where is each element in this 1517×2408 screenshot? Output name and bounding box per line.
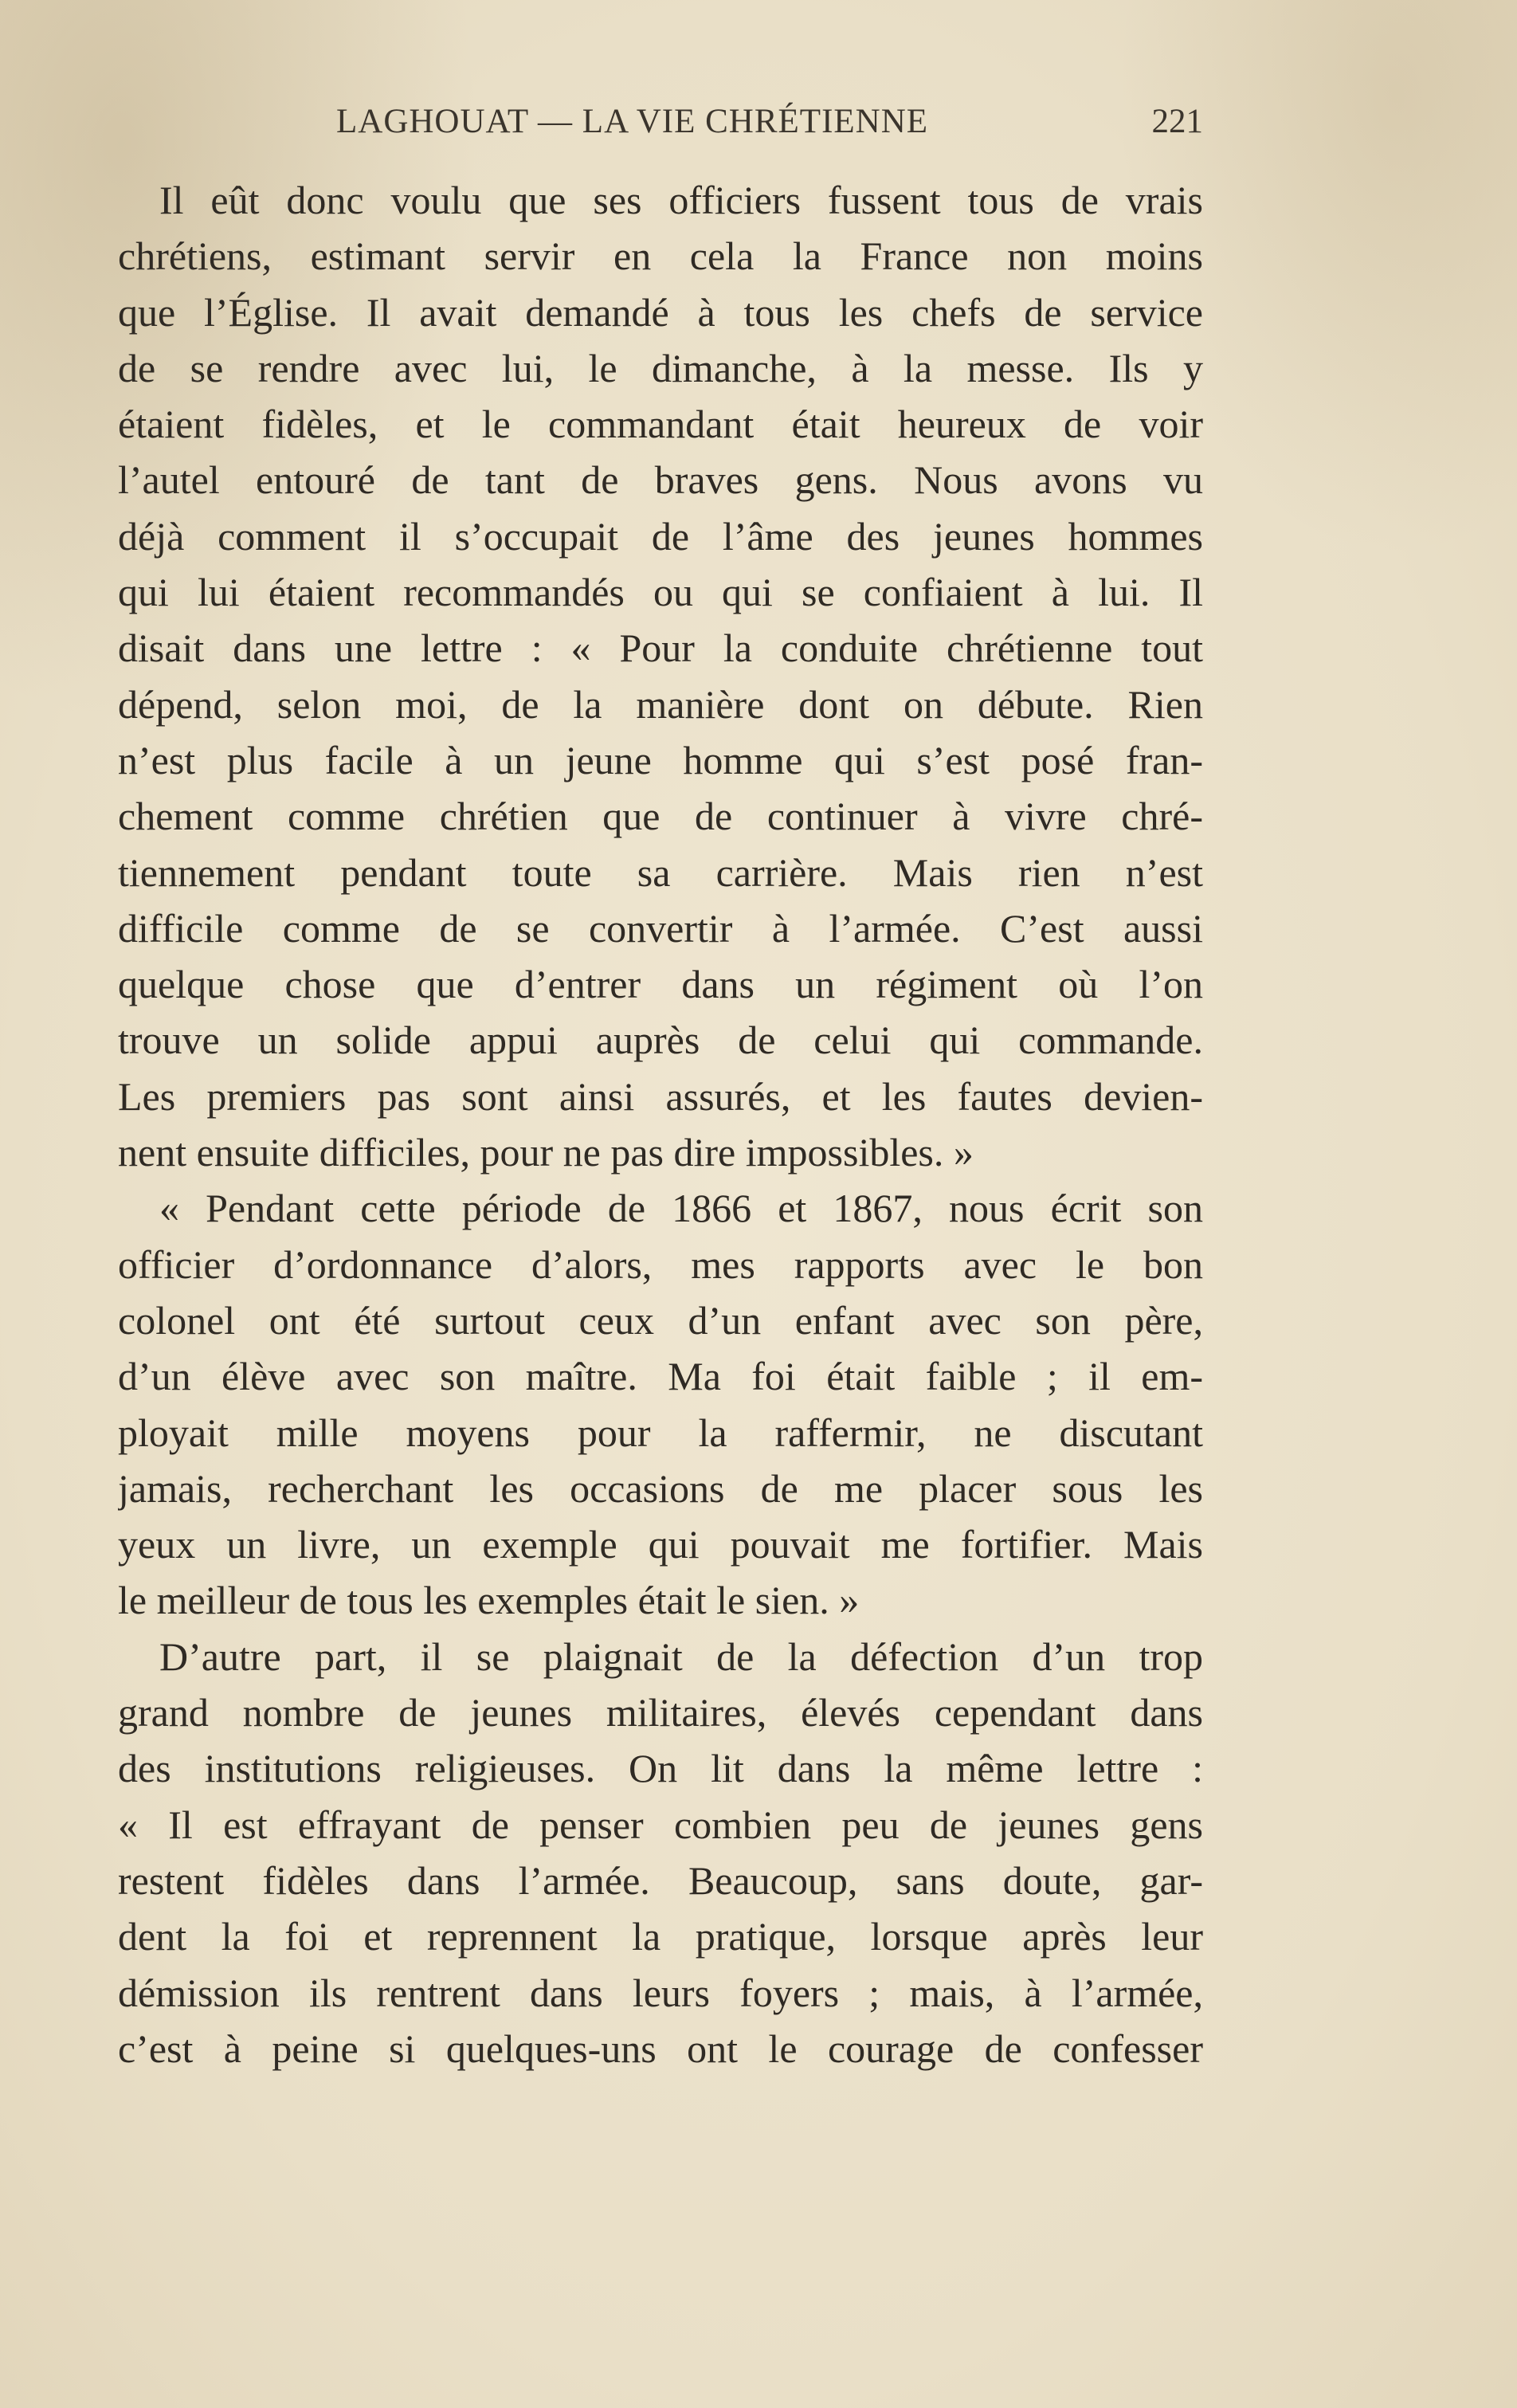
text-line: qui lui étaient recommandés ou qui se confiaient à lui. Il [118, 570, 1203, 615]
text-line: c’est à peine si quelques-uns ont le courage de confesser [118, 2026, 1203, 2071]
running-head [120, 102, 1203, 158]
text-line: Les premiers pas sont ainsi assurés, et les fautes devien- [118, 1073, 1203, 1119]
text-line: de se rendre avec lui, le dimanche, à la messe. Ils y [118, 345, 1203, 390]
text-line: tiennement pendant toute sa carrière. Mais rien n’est [118, 849, 1203, 895]
text-line: disait dans une lettre : « Pour la conduite chrétienne tout [118, 626, 1203, 671]
text-line: dépend, selon moi, de la manière dont on débute. Rien [118, 681, 1203, 727]
running-title: LAGHOUAT — LA VIE CHRÉTIENNE [336, 103, 929, 140]
text-line: n’est plus facile à un jeune homme qui s’est posé fran- [118, 737, 1203, 782]
page-number: 221 [1151, 103, 1203, 140]
body-text [118, 172, 1203, 2077]
text-line: yeux un livre, un exemple qui pouvait me fortifier. Mais [118, 1522, 1203, 1567]
text-line: l’autel entouré de tant de braves gens. Nous avons vu [118, 457, 1203, 503]
text-line: chement comme chrétien que de continuer à vivre chré- [118, 794, 1203, 839]
text-line: étaient fidèles, et le commandant était heureux de voir [118, 402, 1203, 447]
text-line: D’autre part, il se plaignait de la défection d’un trop [159, 1633, 1203, 1679]
text-line: jamais, recherchant les occasions de me placer sous les [118, 1465, 1203, 1511]
text-line: des institutions religieuses. On lit dans la même lettre : [118, 1746, 1203, 1791]
text-line: Il eût donc voulu que ses officiers fussent tous de vrais [159, 178, 1203, 222]
text-line: ployait mille moyens pour la raffermir, ne discutant [118, 1410, 1203, 1455]
text-line: officier d’ordonnance d’alors, mes rapports avec le bon [118, 1241, 1203, 1287]
text-line: démission ils rentrent dans leurs foyers ; mais, à l’armée, [118, 1970, 1203, 2015]
text-line: le meilleur de tous les exemples était le sien. » [118, 1578, 860, 1623]
text-line: difficile comme de se convertir à l’armée. C’est aussi [118, 905, 1203, 951]
text-line: colonel ont été surtout ceux d’un enfant avec son père, [118, 1297, 1203, 1343]
text-line: nent ensuite difficiles, pour ne pas dire impossibles. » [118, 1130, 974, 1175]
text-line: chrétiens, estimant servir en cela la France non moins [118, 233, 1203, 279]
text-line: dent la foi et reprennent la pratique, lorsque après leur [118, 1914, 1203, 1959]
text-line: grand nombre de jeunes militaires, élevés cependant dans [118, 1690, 1203, 1735]
text-line: quelque chose que d’entrer dans un régiment où l’on [118, 962, 1203, 1007]
text-line: que l’Église. Il avait demandé à tous les chefs de service [118, 289, 1203, 335]
text-line: « Il est effrayant de penser combien peu de jeunes gens [118, 1802, 1203, 1847]
text-line: restent fidèles dans l’armée. Beaucoup, sans doute, gar- [118, 1857, 1203, 1903]
text-line: d’un élève avec son maître. Ma foi était faible ; il em- [118, 1354, 1203, 1399]
text-line: trouve un solide appui auprès de celui qui commande. [118, 1018, 1203, 1063]
text-line: déjà comment il s’occupait de l’âme des jeunes hommes [118, 513, 1203, 559]
text-line: « Pendant cette période de 1866 et 1867, nous écrit son [159, 1186, 1203, 1231]
